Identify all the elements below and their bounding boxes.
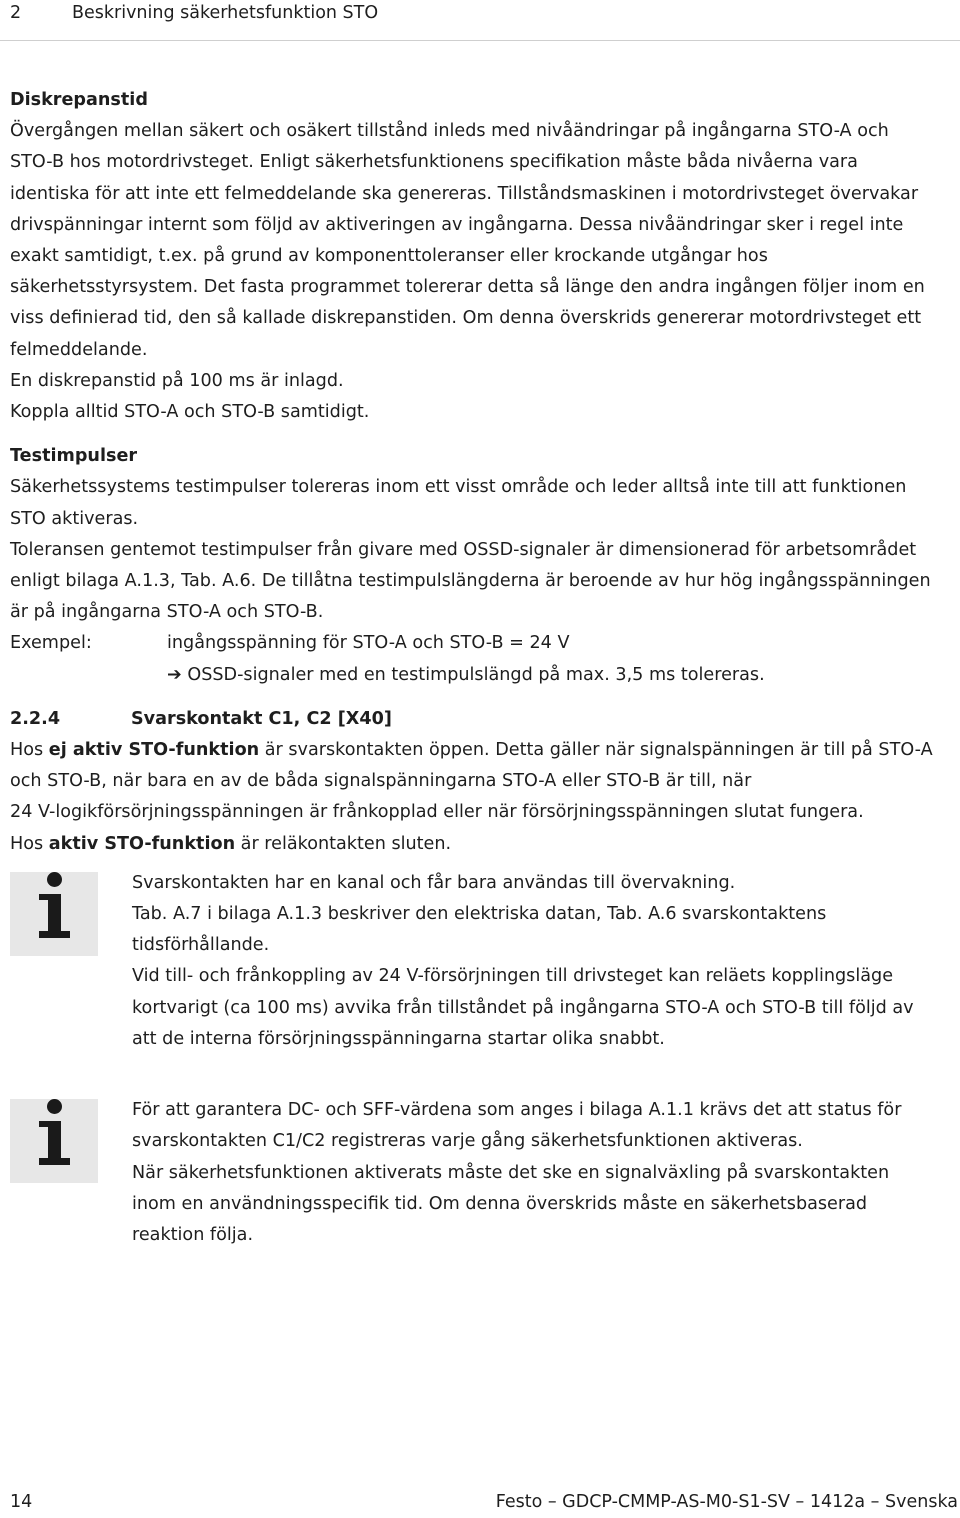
footer-page-number: 14 <box>10 1492 33 1512</box>
text-run: Hos <box>10 740 49 761</box>
text-line: kortvarigt (ca 100 ms) avvika från tillståndet på ingångarna STO-A och STO-B till följd av <box>132 997 914 1018</box>
text-line: exakt samtidigt, t.ex. på grund av komponenttoleranser eller krockande utgångar hos <box>10 246 768 267</box>
test-pulses-heading: Testimpulser <box>10 446 138 467</box>
discrepancy-text <box>10 116 945 428</box>
text-line: Tab. A.7 i bilaga A.1.3 beskriver den elektriska datan, Tab. A.6 svarskontaktens <box>132 904 827 925</box>
section-paragraph-1 <box>10 735 945 766</box>
text-line: är på ingångarna STO-A och STO-B. <box>10 602 324 623</box>
emphasis-text: ej aktiv STO-funktion <box>48 740 260 761</box>
text-line: Svarskontakten har en kanal och får bara användas till övervakning. <box>132 872 736 893</box>
text-line: säkerhetsstyrsystem. Det fasta programmet tolererar detta så länge den andra ingången följer inom en <box>10 277 925 298</box>
text-line: felmeddelande. <box>10 339 148 360</box>
text-line: och STO-B, när bara en av de båda signalspänningarna STO-A eller STO-B är till, när <box>10 771 752 792</box>
text-line: För att garantera DC- och SFF-värdena som anges i bilaga A.1.1 krävs det att status för <box>132 1100 902 1121</box>
text-line: Övergången mellan säkert och osäkert tillstånd inleds med nivåändringar på ingångarna STO-A och <box>10 121 889 142</box>
text-line: En diskrepanstid på 100 ms är inlagd. <box>10 370 344 391</box>
footer-document-id: Festo – GDCP-CMMP-AS-M0-S1-SV – 1412a – Svenska <box>495 1492 958 1512</box>
info-icon <box>10 1099 98 1183</box>
text-line: reaktion följa. <box>132 1224 254 1245</box>
example-value: ingångsspänning för STO-A och STO-B = 24 V <box>167 633 570 654</box>
text-line: 24 V-logikförsörjningsspänningen är frånkopplad eller när försörjningsspänningen slutat fungera. <box>10 802 864 823</box>
discrepancy-heading: Diskrepanstid <box>10 90 148 110</box>
header-page-number: 2 <box>10 3 22 23</box>
example-result: OSSD-signaler med en testimpulslängd på max. 3,5 ms tolereras. <box>187 664 765 685</box>
text-line: enligt bilaga A.1.3, Tab. A.6. De tillåtna testimpulslängderna är beroende av hur hög ingångsspänningen <box>10 571 931 592</box>
info-note-2 <box>10 1095 945 1251</box>
text-line: Koppla alltid STO-A och STO-B samtidigt. <box>10 402 370 423</box>
text-line: inom en användningsspecifik tid. Om denna överskrids måste en säkerhetsbaserad <box>132 1193 868 1214</box>
text-line: viss definierad tid, den så kallade diskrepanstiden. Om denna överskrids genererar motordrivsteget ett <box>10 308 922 329</box>
text-line: STO-B hos motordrivsteget. Enligt säkerhetsfunktionens specifikation måste båda nivåerna vara <box>10 152 858 173</box>
text-line: När säkerhetsfunktionen aktiverats måste det ske en signalväxling på svarskontakten <box>132 1162 890 1183</box>
text-line: Vid till- och frånkoppling av 24 V-försörjningen till drivsteget kan reläets kopplingsläge <box>132 966 894 987</box>
example-label: Exempel: <box>10 633 92 654</box>
text-run: Hos <box>10 833 49 854</box>
page-footer <box>10 1492 958 1512</box>
page-body <box>10 85 945 1251</box>
section-number: 2.2.4 <box>10 708 61 729</box>
text-line: identiska för att inte ett felmeddelande ska genereras. Tillståndsmaskinen i motordrivsteget övervakar <box>10 183 919 204</box>
info-note-text <box>132 1095 945 1251</box>
text-line: att de interna försörjningsspänningarna startar olika snabbt. <box>132 1028 665 1049</box>
page-header <box>10 3 378 23</box>
info-icon <box>10 872 98 956</box>
example-result-row <box>10 660 945 691</box>
text-line: tidsförhållande. <box>132 935 270 956</box>
arrow-right-icon: ➔ <box>167 664 182 685</box>
info-note-1 <box>10 868 945 1055</box>
section-paragraph-2 <box>10 829 945 860</box>
header-title: Beskrivning säkerhetsfunktion STO <box>72 3 379 23</box>
text-line: drivspänningar internt som följd av aktiveringen av ingångarna. Dessa nivåändringar sker i regel inte <box>10 214 904 235</box>
emphasis-text: aktiv STO-funktion <box>48 833 236 854</box>
text-line: svarskontakten C1/C2 registreras varje gång säkerhetsfunktionen aktiveras. <box>132 1131 803 1152</box>
section-title: Svarskontakt C1, C2 [X40] <box>131 708 392 729</box>
text-line: STO aktiveras. <box>10 508 139 529</box>
info-note-text <box>132 868 945 1055</box>
section-heading <box>10 704 945 735</box>
text-run: är svarskontakten öppen. Detta gäller när signalspänningen är till på STO-A <box>259 740 933 761</box>
test-pulses-text <box>10 472 945 628</box>
header-divider <box>0 40 960 41</box>
text-line: Säkerhetssystems testimpulser tolereras inom ett visst område och leder alltså inte till att funktionen <box>10 477 907 498</box>
example-row <box>10 628 945 659</box>
text-line: Toleransen gentemot testimpulser från givare med OSSD-signaler är dimensionerad för arbetsområdet <box>10 539 917 560</box>
text-run: är reläkontakten sluten. <box>235 833 452 854</box>
